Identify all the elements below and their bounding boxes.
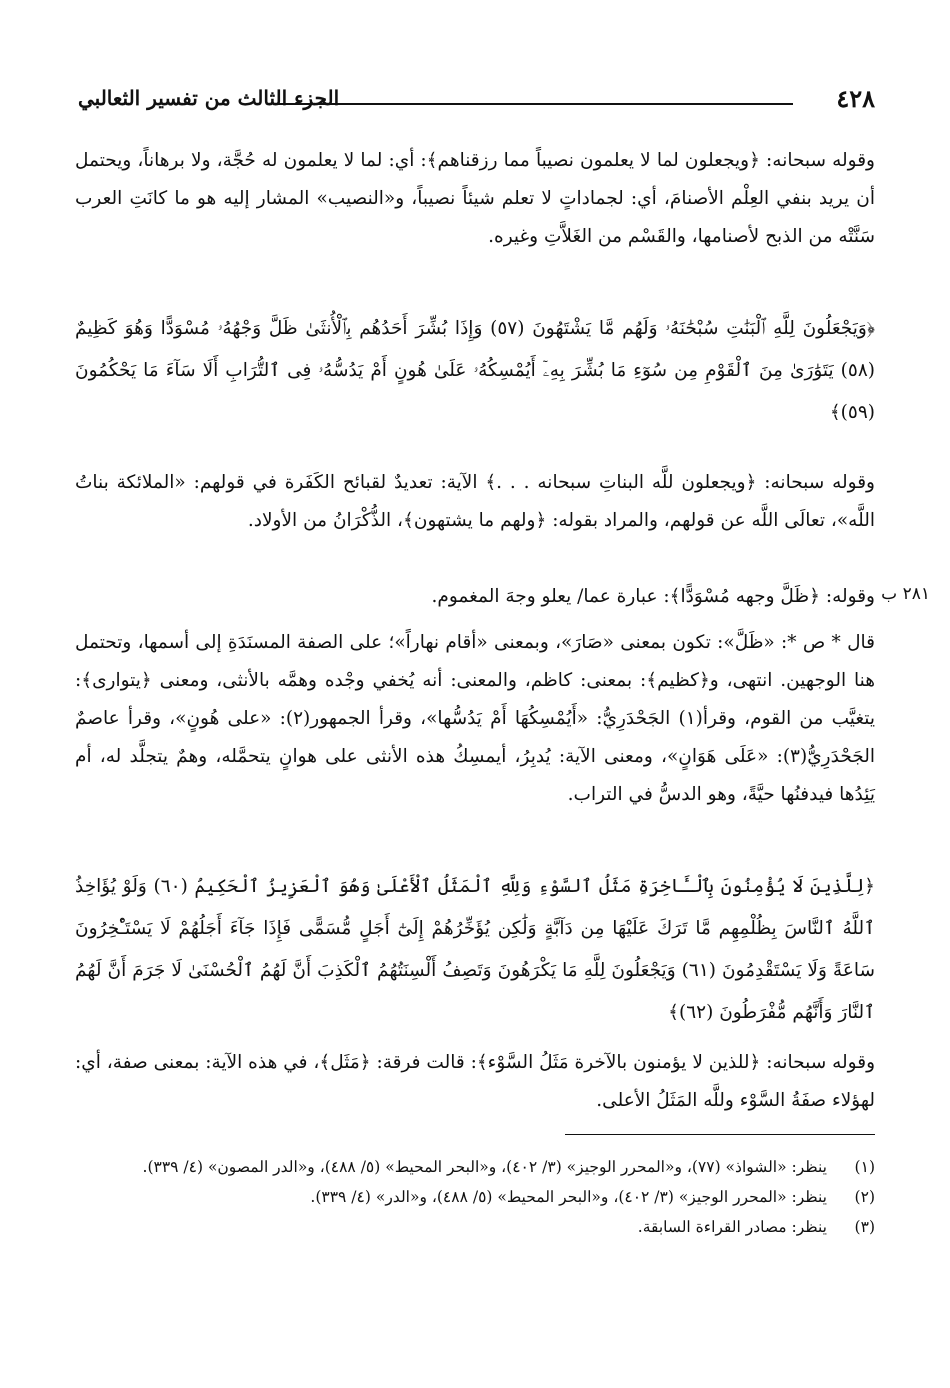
commentary-paragraph-1: وقوله سبحانه: ﴿ويجعلون لما لا يعلمون نصيباً مما رزقناهم﴾: أي: لما لا يعلمون له حُجَّة، ولا برهاناً، ويحتمل أن يريد بنفي العِلْم الأصنامَ، أي: لجماداتٍ لا تعلم شيئاً نصيباً، و«النصيب» المشار إليه هو ما كانَتِ العرب سَنَّتْه من الذبح لأصنامها، والقَسْم من الغَلاَّتِ وغيره. xyxy=(75,150,875,247)
footnote-number: (٢) xyxy=(854,1188,875,1206)
commentary-paragraph-3: وقوله: ﴿ظَلَّ وجهه مُسْوَدًّا﴾: عبارة عما/ يعلو وجهَ المغموم. xyxy=(431,586,875,607)
commentary-paragraph-4: قال * ص *: «ظَلَّ»: تكون بمعنى «صَارَ»، وبمعنى «أقام نهاراً»؛ على الصفة المسنَدَةِ إلى أسمها، وتحتمل هنا الوجهين. انتهى، و﴿كظيم﴾: بمعنى: كاظم، والمعنى: أنه يُخفي وجْده وهمَّه بالأنثى، ومعنى ﴿يتوارى﴾: يتغيَّب من القوم، وقرأ(١) الجَحْدَرِيُّ: «أَيُمْسِكُهَا أَمْ يَدُسُّها»، وقرأ الجمهور(٢): «على هُونٍ»، وقرأ عاصمٌ الجَحْدَرِيُّ(٣): «عَلَى هَوَانٍ»، ومعنى الآية: يُدبِرُ، أيمسِكُ هذه الأنثى على هوانٍ يتحمَّله، وهمٌ يتجلَّد له، أم يَئِدُها فيدفنُها حيَّةً، وهو الدسُّ في التراب. xyxy=(75,632,876,805)
footnote-number: (١) xyxy=(854,1158,875,1176)
quran-verse-block-1: ﴿وَيَجْعَلُونَ لِلَّهِ ٱلْبَنَٰتِ سُبْحَٰنَهُۥ وَلَهُم مَّا يَشْتَهُونَ (٥٧) وَإِذَا بُشِّرَ أَحَدُهُم بِٱلْأُنثَىٰ ظَلَّ وَجْهُهُۥ مُسْوَدًّا وَهُوَ كَظِيمٌ (٥٨) يَتَوَٰرَىٰ مِنَ ٱلْقَوْمِ مِن سُوٓءِ مَا بُشِّرَ بِهِۦٓ أَيُمْسِكُهُۥ عَلَىٰ هُونٍ أَمْ يَدُسُّهُۥ فِى ٱلتُّرَابِ أَلَا سَآءَ مَا يَحْكُمُونَ (٥٩)﴾ xyxy=(75,318,875,423)
commentary-paragraph-2: وقوله سبحانه: ﴿ويجعلون للَّه البناتِ سبحانه . . .﴾ الآية: تعديدٌ لقبائح الكَفَرة في قولهم: «الملائكة بناتُ اللَّه»، تعالَى اللَّه عن قولهم، والمراد بقوله: ﴿ولهم ما يشتهون﴾، الذُّكْرَانُ من الأولاد. xyxy=(75,472,875,531)
footnote-1 xyxy=(75,1152,875,1182)
footnote-number: (٣) xyxy=(854,1218,875,1236)
running-title: الجزء الثالث من تفسير الثعالبي xyxy=(78,86,340,110)
running-header xyxy=(78,84,875,124)
quran-verse-block-2: ﴿لِلَّذِينَ لَا يُؤْمِنُونَ بِٱلْـَٔاخِرَةِ مَثَلُ ٱلسَّوْءِ وَلِلَّهِ ٱلْمَثَلُ ٱلْأَعْلَىٰ وَهُوَ ٱلْعَزِيزُ ٱلْحَكِيمُ (٦٠) وَلَوْ يُؤَاخِذُ ٱللَّهُ ٱلنَّاسَ بِظُلْمِهِم مَّا تَرَكَ عَلَيْهَا مِن دَآبَّةٍ وَلَٰكِن يُؤَخِّرُهُمْ إِلَىٰٓ أَجَلٍ مُّسَمًّى فَإِذَا جَآءَ أَجَلُهُمْ لَا يَسْتَـْٔخِرُونَ سَاعَةً وَلَا يَسْتَقْدِمُونَ (٦١) وَيَجْعَلُونَ لِلَّهِ مَا يَكْرَهُونَ وَتَصِفُ أَلْسِنَتُهُمُ ٱلْكَذِبَ أَنَّ لَهُمُ ٱلْحُسْنَىٰ لَا جَرَمَ أَنَّ لَهُمُ ٱلنَّارَ وَأَنَّهُم مُّفْرَطُونَ (٦٢)﴾ xyxy=(75,876,876,1023)
commentary-paragraph-5: وقوله سبحانه: ﴿للذين لا يؤمنون بالآخرة مَثَلُ السَّوْء﴾: قالت فرقة: ﴿مَثَل﴾، في هذه الآية: بمعنى صفة، أي: لهؤلاء صفَةُ السَّوْء وللَّه المَثَلُ الأعلى. xyxy=(75,1052,875,1111)
footnotes xyxy=(75,1152,875,1242)
footnote-2 xyxy=(75,1182,875,1212)
footnote-text: ينظر: مصادر القراءة السابقة. xyxy=(637,1218,827,1236)
footnote-text: ينظر: «المحرر الوجيز» (٣/ ٤٠٢)، و«البحر المحيط» (٥/ ٤٨٨)، و«الدر» (٤/ ٣٣٩). xyxy=(310,1188,827,1206)
footnote-3 xyxy=(75,1212,875,1242)
footnote-separator xyxy=(565,1134,875,1135)
footnote-text: ينظر: «الشواذ» (٧٧)، و«المحرر الوجيز» (٣/ ٤٠٢)، و«البحر المحيط» (٥/ ٤٨٨)، و«الدر المصون» (٤/ ٣٣٩). xyxy=(142,1158,827,1176)
margin-folio-note: ٢٨١ ب xyxy=(881,584,930,604)
page-number: ٤٢٨ xyxy=(836,84,875,113)
header-rule xyxy=(278,103,793,105)
